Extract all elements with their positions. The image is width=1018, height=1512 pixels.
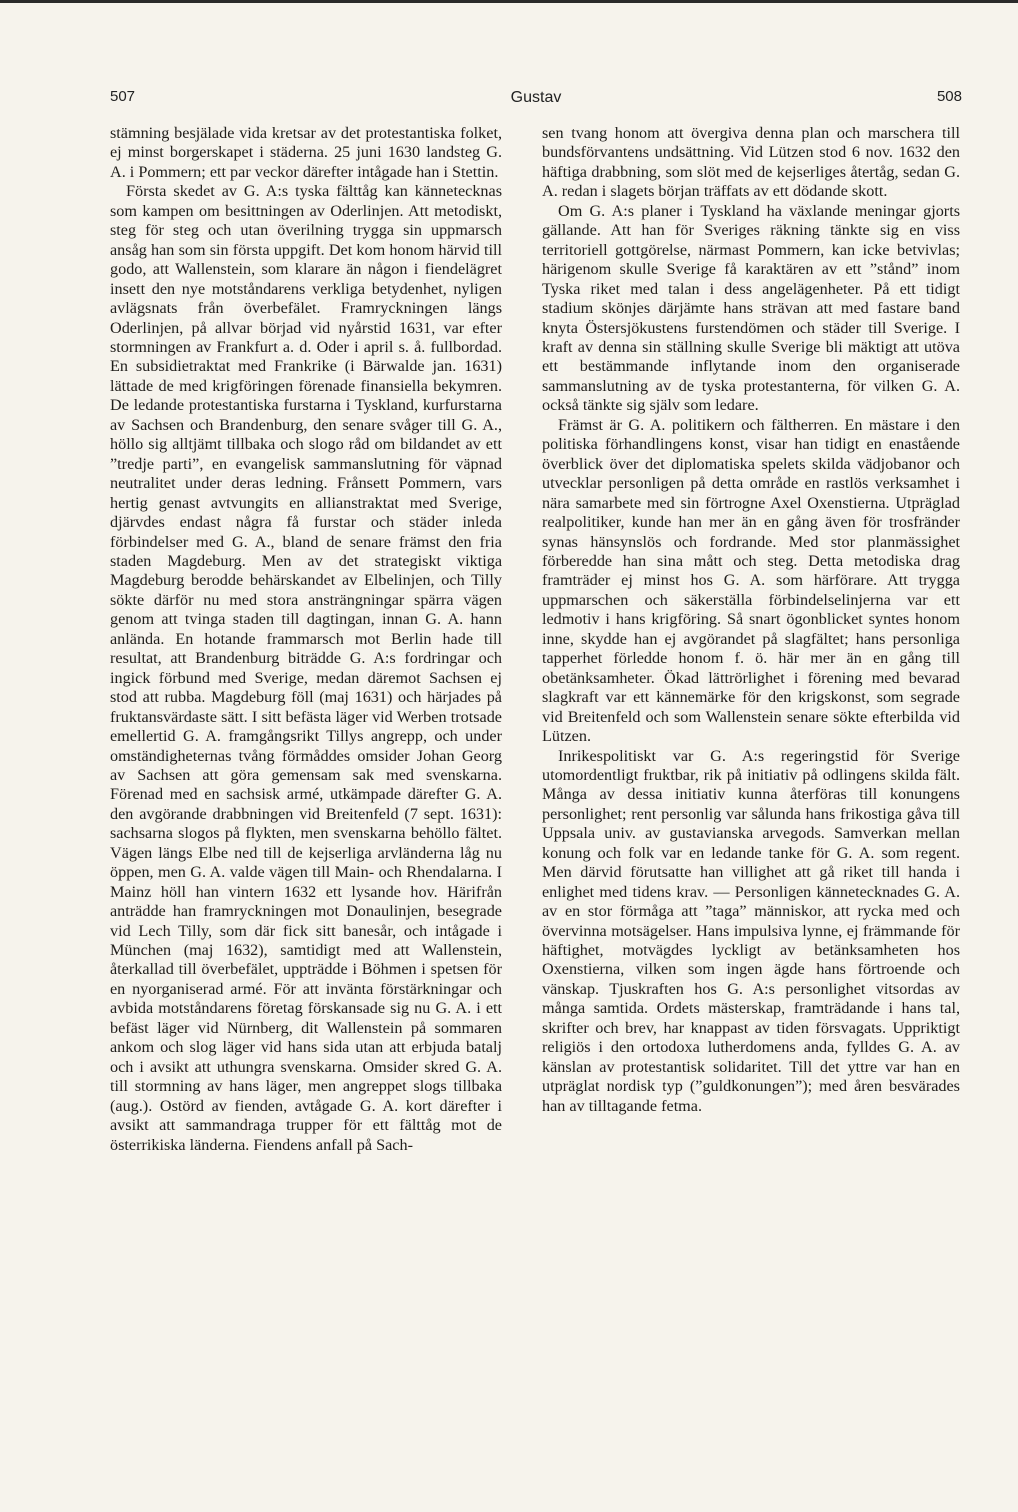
paragraph: Inrikespolitiskt var G. A:s regeringstid för Sverige utomordentligt fruktbar, rik på initiativ på odlingens skilda fält. Många av dessa initiativ kunna återföras till konungens personlighet; rent personlig var sålunda hans frikostiga gåva till Uppsala univ. av gustavianska arvegods. Samverkan mellan konung och folk var en ledande tanke för G. A. som regent. Men därvid förutsatte han villighet att gå riket till handa i enlighet med tidens krav. — Personligen kännetecknades G. A. av en stor förmåga att ”taga” människor, att rycka med och övervinna motsägelser. Hans impulsiva lynne, ej främmande för häftighet, motvägdes lyckligt av betänksamheten hos Oxenstierna, vilken som ingen ägde hans förtroende och vänskap. Tjuskraften hos G. A:s personlighet vitsordas av många samtida. Ordets mästerskap, framträdande i hans tal, skrifter och brev, har knappast av tiden försvagats. Uppriktigt religiös i den ortodoxa lutherdomens anda, fylldes G. A. av känslan av protestantisk solidaritet. Till det yttre var han en utpräglat nordisk typ (”guldkonungen”); med åren besvärades han av tilltagande fetma. [542, 746, 960, 1115]
running-title: Gustav [510, 89, 562, 106]
page-number-left: 507 [110, 88, 136, 105]
top-rule [0, 0, 1018, 3]
page-number-right: 508 [936, 88, 962, 105]
paragraph: stämning besjälade vida kretsar av det protestantiska folket, ej minst borgerskapet i städerna. 25 juni 1630 landsteg G. A. i Pommern; ett par veckor därefter intågade han i Stettin. [110, 124, 502, 181]
paragraph: Första skedet av G. A:s tyska fälttåg kan kännetecknas som kampen om besittningen av Oderlinjen. Att metodiskt, steg för steg och utan överilning trygga sin uppmarsch ansåg han som sin första uppgift. Det kom honom härvid till godo, att Wallenstein, som klarare än någon i fiendelägret insett den nye motståndarens verkliga betydenhet, nyligen avlägsnats från överbefälet. Framryckningen längs Oderlinjen, på allvar börjad vid nyårstid 1631, var efter stormningen av Frankfurt a. d. Oder i april s. å. fullbordad. En subsidietraktat med Frankrike (i Bärwalde jan. 1631) lättade de med krigföringen förenade finansiella bekymren. De ledande protestantiska furstarna i Tyskland, kurfurstarna av Sachsen och Brandenburg, den senare svåger till G. A., höllo sig alltjämt tillbaka och slogo råd om bildandet av ett ”tredje parti”, en evangelisk sammanslutning för väpnad neutralitet under deras ledning. Frånsett Pommern, vars hertig genast avtvungits en allianstraktat med Sverige, djärvdes endast några få furstar och städer inleda förbindelser med G. A., bland de senare främst den fria staden Magdeburg. Men av det strategiskt viktiga Magdeburg berodde behärskandet av Elbelinjen, och Tilly sökte därför nu med stora ansträngningar spärra vägen genom att tvinga staden till dagtingan, innan G. A. hann anlända. En hotande frammarsch mot Berlin hade till resultat, att Brandenburg biträdde G. A:s fordringar och ingick förbund med Sverige, medan däremot Sachsen ej stod att rubba. Magdeburg föll (maj 1631) och härjades på fruktansvärdaste sätt. I sitt befästa läger vid Werben trotsade emellertid G. A. framgångsrikt Tillys angrepp, och under omständigheternas tvång förmåddes omsider Johan Georg av Sachsen att göra gemensam sak med svenskarna. Förenad med en sachsisk armé, utkämpade därefter G. A. den avgörande drabbningen vid Breitenfeld (7 sept. 1631): sachsarna slogos på flykten, men svenskarna behöllo fältet. Vägen längs Elbe ned till de kejserliga arvländerna låg nu öppen, men G. A. valde vägen till Main- och Rhendalarna. I Mainz höll han vintern 1632 ett lysande hov. Härifrån anträdde han framryckningen mot Donaulinjen, besegrade vid Lech Tilly, som där fick sitt banesår, och intågade i München (maj 1632), samtidigt med att Wallenstein, återkallad till överbefälet, uppträdde i Böhmen i spetsen för en nyorganiserad armé. För att invänta förstärkningar och avbida motståndarens företag förskansade sig nu G. A. i ett befäst läger vid Nürnberg, dit Wallenstein på sommaren ankom och slog läger vid hans sida utan att erbjuda batalj och i avsikt att uthungra svenskarna. Omsider skred G. A. till stormning av hans läger, men angreppet slogs tillbaka (aug.). Ostörd av fienden, avtågade G. A. kort därefter i avsikt att sammandraga trupper för ett fälttåg mot de österrikiska länderna. Fiendens anfall på Sach- [110, 182, 502, 1154]
left-column [110, 124, 502, 1155]
right-column [542, 124, 960, 1116]
paragraph: Främst är G. A. politikern och fältherren. En mästare i den politiska förhandlingens konst, visar han tidigt en enastående överblick över det diplomatiska spelets skilda vädjobanor och utvecklar personligen på detta område en rastlös verksamhet i nära samarbete med sin förtrogne Axel Oxenstierna. Utpräglad realpolitiker, kunde han mer än en gång även för trosfränder synas hänsynslös och fordrande. Med stor planmässighet förberedde han sina mått och steg. Detta metodiska drag framträder ej minst hos G. A. som härförare. Att trygga uppmarschen och säkerställa förbindelselinjerna var ett ledmotiv i hans krigföring. Så snart ögonblicket syntes honom inne, skydde han ej avgörandet på slagfältet; hans personliga tapperhet förledde honom f. ö. här mer än en gång till obetänksamheter. Ökad lättrörlighet i förening med bevarad slagkraft var ett kännemärke för den krigskonst, som segrade vid Breitenfeld och som Wallenstein senare sökte efterbilda vid Lützen. [542, 415, 960, 746]
page-header [110, 88, 962, 110]
paragraph: sen tvang honom att övergiva denna plan och marschera till bundsförvantens undsättning. Vid Lützen stod 6 nov. 1632 den häftiga drabbning, som slöt med de kejserliges återtåg, sedan G. A. redan i slagets början träffats av ett dödande skott. [542, 124, 960, 201]
paragraph: Om G. A:s planer i Tyskland ha växlande meningar gjorts gällande. Att han för Sveriges räkning tänkte sig en viss territoriell gottgörelse, närmast Pommern, kan icke betvivlas; härigenom skulle Sverige få karaktären av ett ”stånd” inom Tyska riket med talan i dess angelägenheter. På ett tidigt stadium skönjes därjämte hans strävan att med fastare band knyta Östersjökustens furstendömen och städer till Sverige. I kraft av denna sin ställning skulle Sverige bli mäktigt att utöva ett bestämmande inflytande inom den organiserade sammanslutning av de tyska protestanterna, för vilken G. A. också tänkte sig själv som ledare. [542, 201, 960, 415]
